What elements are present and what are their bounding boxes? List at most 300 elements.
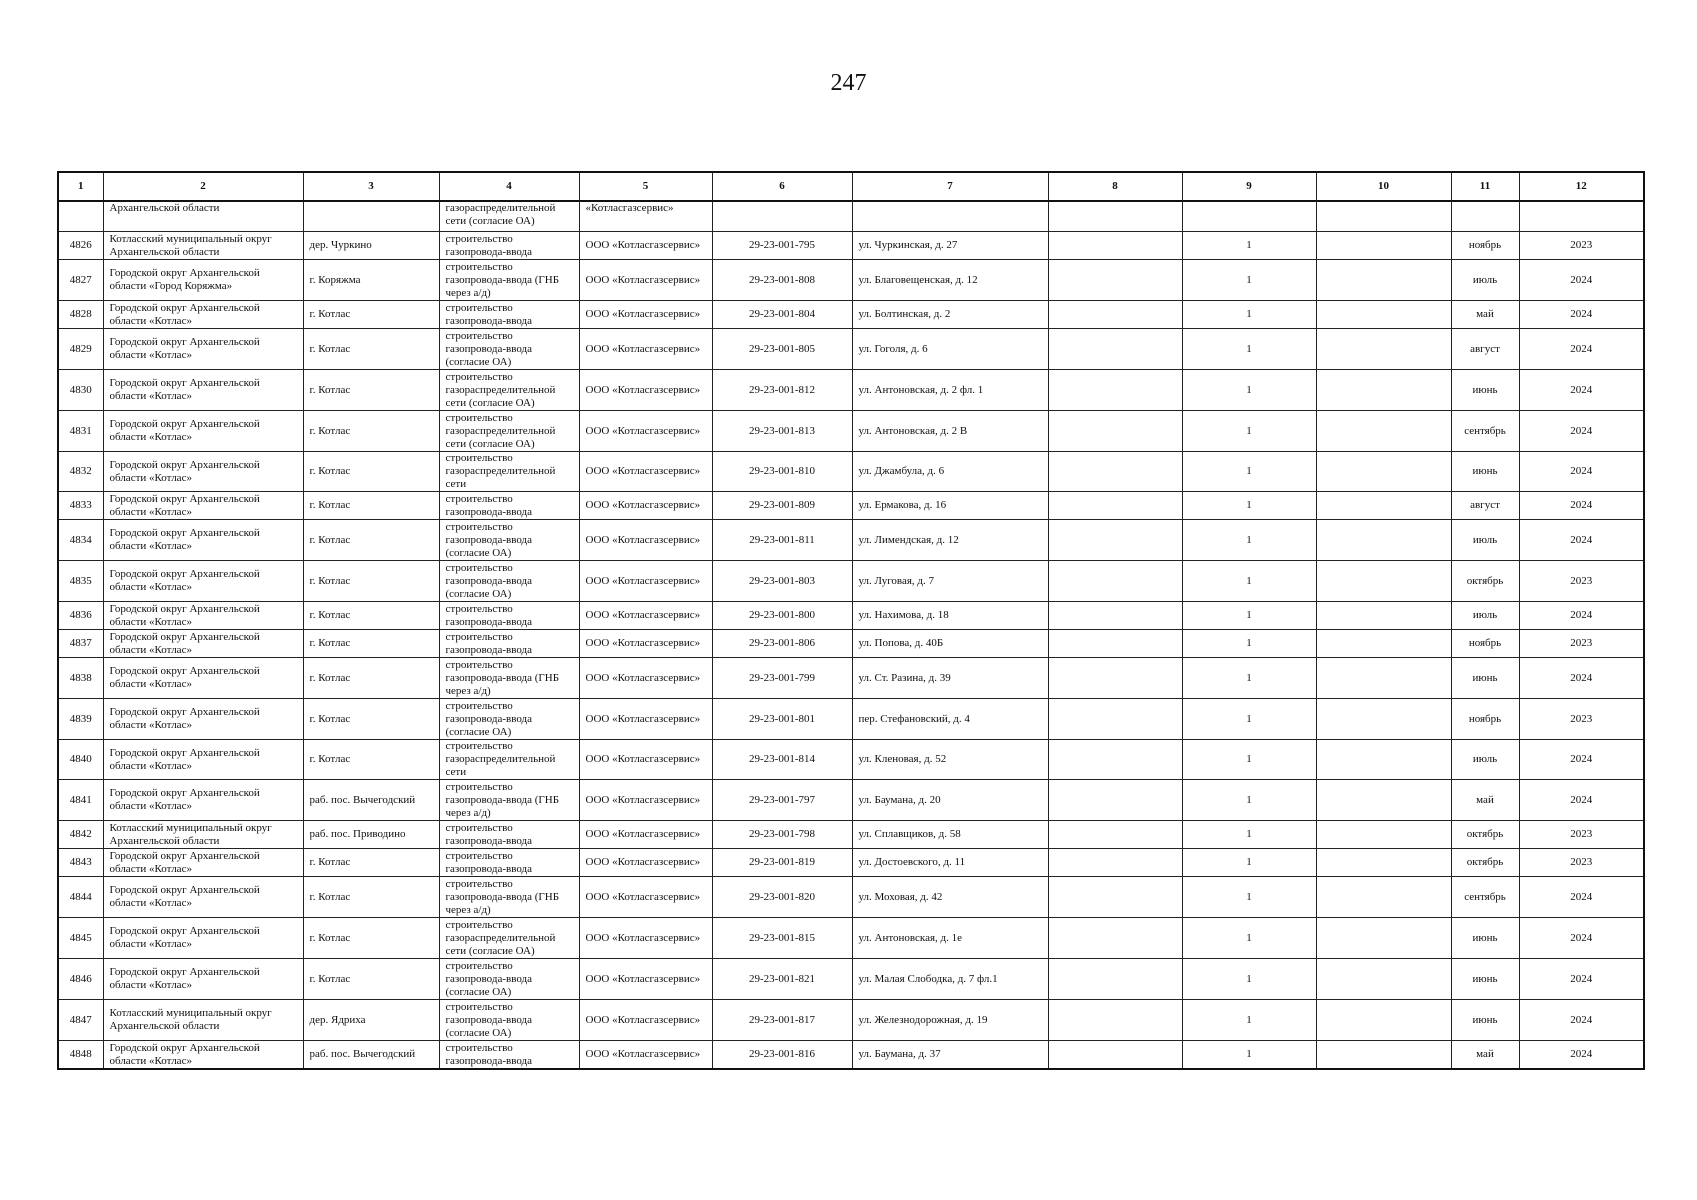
cell-col-10 <box>1316 260 1451 301</box>
cell-col-8 <box>1048 260 1182 301</box>
cell-code: 29-23-001-816 <box>712 1041 852 1070</box>
cell-address: ул. Лимендская, д. 12 <box>852 520 1048 561</box>
cell-address: ул. Ермакова, д. 16 <box>852 492 1048 520</box>
cell-year: 2024 <box>1519 658 1644 699</box>
cell-municipality: Городской округ Архангельской области «Котлас» <box>103 520 303 561</box>
cell-address: ул. Антоновская, д. 1е <box>852 918 1048 959</box>
cell-month: октябрь <box>1451 821 1519 849</box>
cell-address: ул. Кленовая, д. 52 <box>852 740 1048 780</box>
table-row <box>58 658 1644 699</box>
cell-col-9: 1 <box>1182 959 1316 1000</box>
cell-col-9: 1 <box>1182 780 1316 821</box>
cell-year: 2024 <box>1519 740 1644 780</box>
cell-code: 29-23-001-803 <box>712 561 852 602</box>
cell-year: 2023 <box>1519 630 1644 658</box>
cell-municipality: Котласский муниципальный округ Архангельской области <box>103 1000 303 1041</box>
cell-code: 29-23-001-809 <box>712 492 852 520</box>
cell-code: 29-23-001-806 <box>712 630 852 658</box>
cell-col-10 <box>1316 452 1451 492</box>
cell-col-9: 1 <box>1182 658 1316 699</box>
cell-address: ул. Антоновская, д. 2 В <box>852 411 1048 452</box>
cell-settlement: дер. Ядриха <box>303 1000 439 1041</box>
cell-code: 29-23-001-814 <box>712 740 852 780</box>
column-header: 4 <box>439 172 579 201</box>
cell-col-8 <box>1048 658 1182 699</box>
cell-number: 4827 <box>58 260 103 301</box>
register-table <box>57 171 1645 1070</box>
cell-year: 2023 <box>1519 849 1644 877</box>
cell-code: 29-23-001-797 <box>712 780 852 821</box>
cell-month <box>1451 201 1519 232</box>
cell-year: 2024 <box>1519 260 1644 301</box>
cell-municipality: Городской округ Архангельской области «Котлас» <box>103 877 303 918</box>
cell-number: 4830 <box>58 370 103 411</box>
cell-month: сентябрь <box>1451 877 1519 918</box>
cell-col-8 <box>1048 201 1182 232</box>
cell-work-type: строительство газопровода-ввода <box>439 492 579 520</box>
cell-col-8 <box>1048 520 1182 561</box>
cell-col-10 <box>1316 411 1451 452</box>
cell-work-type: строительство газопровода-ввода <box>439 232 579 260</box>
table-row <box>58 329 1644 370</box>
cell-settlement: г. Котлас <box>303 699 439 740</box>
cell-year: 2024 <box>1519 301 1644 329</box>
cell-col-8 <box>1048 602 1182 630</box>
cell-work-type: строительство газопровода-ввода (согласие ОА) <box>439 561 579 602</box>
cell-number: 4840 <box>58 740 103 780</box>
cell-col-10 <box>1316 1041 1451 1070</box>
table-row <box>58 918 1644 959</box>
page-number: 247 <box>830 70 867 96</box>
cell-contractor: ООО «Котласгазсервис» <box>579 630 712 658</box>
cell-col-8 <box>1048 849 1182 877</box>
cell-month: июль <box>1451 520 1519 561</box>
cell-col-8 <box>1048 699 1182 740</box>
cell-col-10 <box>1316 658 1451 699</box>
cell-code: 29-23-001-820 <box>712 877 852 918</box>
cell-work-type: строительство газопровода-ввода <box>439 630 579 658</box>
cell-municipality: Городской округ Архангельской области «Котлас» <box>103 602 303 630</box>
cell-col-10 <box>1316 370 1451 411</box>
cell-col-9: 1 <box>1182 918 1316 959</box>
cell-code: 29-23-001-815 <box>712 918 852 959</box>
cell-number: 4826 <box>58 232 103 260</box>
table-row <box>58 561 1644 602</box>
cell-contractor: ООО «Котласгазсервис» <box>579 260 712 301</box>
cell-col-10 <box>1316 849 1451 877</box>
cell-month: июль <box>1451 602 1519 630</box>
table-row <box>58 492 1644 520</box>
cell-year: 2023 <box>1519 561 1644 602</box>
table-row <box>58 821 1644 849</box>
cell-col-9: 1 <box>1182 821 1316 849</box>
cell-work-type: строительство газопровода-ввода (согласие ОА) <box>439 329 579 370</box>
cell-municipality: Городской округ Архангельской области «Котлас» <box>103 370 303 411</box>
cell-contractor: ООО «Котласгазсервис» <box>579 658 712 699</box>
cell-number: 4837 <box>58 630 103 658</box>
cell-year: 2023 <box>1519 699 1644 740</box>
cell-number: 4844 <box>58 877 103 918</box>
table-row <box>58 260 1644 301</box>
cell-settlement: раб. пос. Вычегодский <box>303 780 439 821</box>
cell-settlement <box>303 201 439 232</box>
column-header: 7 <box>852 172 1048 201</box>
column-header: 2 <box>103 172 303 201</box>
cell-municipality: Котласский муниципальный округ Архангельской области <box>103 821 303 849</box>
cell-settlement: г. Котлас <box>303 877 439 918</box>
cell-address: ул. Джамбула, д. 6 <box>852 452 1048 492</box>
cell-number: 4845 <box>58 918 103 959</box>
cell-col-8 <box>1048 821 1182 849</box>
table-row <box>58 630 1644 658</box>
cell-work-type: строительство газопровода-ввода (согласие ОА) <box>439 699 579 740</box>
cell-col-8 <box>1048 561 1182 602</box>
cell-work-type: строительство газопровода-ввода (ГНБ через а/д) <box>439 260 579 301</box>
column-header: 12 <box>1519 172 1644 201</box>
cell-work-type: строительство газопровода-ввода (ГНБ через а/д) <box>439 877 579 918</box>
cell-col-8 <box>1048 232 1182 260</box>
cell-contractor: «Котласгазсервис» <box>579 201 712 232</box>
cell-year: 2024 <box>1519 959 1644 1000</box>
cell-col-8 <box>1048 301 1182 329</box>
cell-contractor: ООО «Котласгазсервис» <box>579 849 712 877</box>
cell-address: пер. Стефановский, д. 4 <box>852 699 1048 740</box>
cell-col-9: 1 <box>1182 411 1316 452</box>
cell-year: 2024 <box>1519 1041 1644 1070</box>
cell-address: ул. Гоголя, д. 6 <box>852 329 1048 370</box>
cell-municipality: Котласский муниципальный округ Архангельской области <box>103 232 303 260</box>
continuation-row <box>58 201 1644 232</box>
cell-municipality: Городской округ Архангельской области «Котлас» <box>103 492 303 520</box>
table-body <box>58 201 1644 1069</box>
cell-address <box>852 201 1048 232</box>
cell-work-type: строительство газопровода-ввода (согласие ОА) <box>439 1000 579 1041</box>
cell-settlement: г. Котлас <box>303 329 439 370</box>
cell-number: 4838 <box>58 658 103 699</box>
cell-number: 4828 <box>58 301 103 329</box>
cell-number: 4832 <box>58 452 103 492</box>
cell-work-type: строительство газораспределительной сети <box>439 452 579 492</box>
cell-code: 29-23-001-808 <box>712 260 852 301</box>
column-header: 1 <box>58 172 103 201</box>
cell-col-9: 1 <box>1182 520 1316 561</box>
cell-code: 29-23-001-801 <box>712 699 852 740</box>
cell-col-9: 1 <box>1182 232 1316 260</box>
cell-settlement: г. Котлас <box>303 492 439 520</box>
cell-year: 2024 <box>1519 602 1644 630</box>
cell-col-8 <box>1048 329 1182 370</box>
cell-col-10 <box>1316 561 1451 602</box>
cell-year: 2024 <box>1519 1000 1644 1041</box>
cell-municipality: Архангельской области <box>103 201 303 232</box>
cell-month: август <box>1451 329 1519 370</box>
cell-month: июнь <box>1451 658 1519 699</box>
cell-code: 29-23-001-800 <box>712 602 852 630</box>
cell-settlement: дер. Чуркино <box>303 232 439 260</box>
cell-settlement: раб. пос. Приводино <box>303 821 439 849</box>
cell-work-type: строительство газораспределительной сети (согласие ОА) <box>439 918 579 959</box>
cell-settlement: г. Котлас <box>303 370 439 411</box>
table-row <box>58 520 1644 561</box>
cell-month: октябрь <box>1451 849 1519 877</box>
cell-municipality: Городской округ Архангельской области «Котлас» <box>103 849 303 877</box>
column-header: 9 <box>1182 172 1316 201</box>
cell-work-type: строительство газопровода-ввода <box>439 821 579 849</box>
table-row <box>58 452 1644 492</box>
cell-number: 4842 <box>58 821 103 849</box>
cell-contractor: ООО «Котласгазсервис» <box>579 602 712 630</box>
cell-contractor: ООО «Котласгазсервис» <box>579 370 712 411</box>
cell-work-type: строительство газопровода-ввода <box>439 1041 579 1070</box>
cell-col-10 <box>1316 201 1451 232</box>
cell-col-9: 1 <box>1182 260 1316 301</box>
cell-municipality: Городской округ Архангельской области «Котлас» <box>103 630 303 658</box>
cell-year <box>1519 201 1644 232</box>
cell-address: ул. Баумана, д. 37 <box>852 1041 1048 1070</box>
cell-col-10 <box>1316 1000 1451 1041</box>
cell-col-8 <box>1048 452 1182 492</box>
cell-code: 29-23-001-811 <box>712 520 852 561</box>
cell-work-type: строительство газораспределительной сети (согласие ОА) <box>439 370 579 411</box>
cell-month: июнь <box>1451 1000 1519 1041</box>
cell-address: ул. Антоновская, д. 2 фл. 1 <box>852 370 1048 411</box>
cell-month: ноябрь <box>1451 630 1519 658</box>
cell-col-9: 1 <box>1182 301 1316 329</box>
cell-code: 29-23-001-817 <box>712 1000 852 1041</box>
cell-col-8 <box>1048 492 1182 520</box>
cell-year: 2024 <box>1519 877 1644 918</box>
column-header: 10 <box>1316 172 1451 201</box>
cell-col-8 <box>1048 1041 1182 1070</box>
cell-col-10 <box>1316 492 1451 520</box>
column-header: 11 <box>1451 172 1519 201</box>
cell-municipality: Городской округ Архангельской области «Котлас» <box>103 561 303 602</box>
cell-col-10 <box>1316 740 1451 780</box>
cell-municipality: Городской округ Архангельской области «Котлас» <box>103 329 303 370</box>
cell-col-8 <box>1048 411 1182 452</box>
cell-code: 29-23-001-804 <box>712 301 852 329</box>
cell-work-type: строительство газопровода-ввода <box>439 602 579 630</box>
table-row <box>58 411 1644 452</box>
cell-contractor: ООО «Котласгазсервис» <box>579 821 712 849</box>
cell-address: ул. Достоевского, д. 11 <box>852 849 1048 877</box>
cell-number <box>58 201 103 232</box>
cell-address: ул. Попова, д. 40Б <box>852 630 1048 658</box>
cell-settlement: г. Котлас <box>303 918 439 959</box>
cell-col-9: 1 <box>1182 740 1316 780</box>
cell-settlement: г. Котлас <box>303 561 439 602</box>
column-header: 6 <box>712 172 852 201</box>
cell-month: июль <box>1451 260 1519 301</box>
cell-month: август <box>1451 492 1519 520</box>
cell-col-9: 1 <box>1182 492 1316 520</box>
table-row <box>58 1000 1644 1041</box>
cell-work-type: строительство газораспределительной сети <box>439 740 579 780</box>
cell-month: июнь <box>1451 959 1519 1000</box>
cell-settlement: г. Котлас <box>303 849 439 877</box>
cell-year: 2024 <box>1519 918 1644 959</box>
cell-settlement: г. Котлас <box>303 520 439 561</box>
cell-contractor: ООО «Котласгазсервис» <box>579 492 712 520</box>
cell-settlement: г. Коряжма <box>303 260 439 301</box>
cell-municipality: Городской округ Архангельской области «Котлас» <box>103 740 303 780</box>
cell-address: ул. Нахимова, д. 18 <box>852 602 1048 630</box>
cell-municipality: Городской округ Архангельской области «Котлас» <box>103 918 303 959</box>
cell-settlement: г. Котлас <box>303 452 439 492</box>
cell-number: 4835 <box>58 561 103 602</box>
cell-work-type: строительство газопровода-ввода <box>439 301 579 329</box>
cell-month: май <box>1451 780 1519 821</box>
cell-col-9 <box>1182 201 1316 232</box>
cell-col-10 <box>1316 959 1451 1000</box>
cell-year: 2024 <box>1519 492 1644 520</box>
cell-col-10 <box>1316 699 1451 740</box>
cell-address: ул. Баумана, д. 20 <box>852 780 1048 821</box>
cell-contractor: ООО «Котласгазсервис» <box>579 740 712 780</box>
table-row <box>58 849 1644 877</box>
cell-settlement: г. Котлас <box>303 411 439 452</box>
cell-col-10 <box>1316 232 1451 260</box>
cell-address: ул. Болтинская, д. 2 <box>852 301 1048 329</box>
cell-number: 4833 <box>58 492 103 520</box>
cell-work-type: газораспределительной сети (согласие ОА) <box>439 201 579 232</box>
cell-address: ул. Малая Слободка, д. 7 фл.1 <box>852 959 1048 1000</box>
cell-code <box>712 201 852 232</box>
column-number-row <box>58 172 1644 201</box>
cell-work-type: строительство газопровода-ввода (согласие ОА) <box>439 520 579 561</box>
cell-municipality: Городской округ Архангельской области «Котлас» <box>103 452 303 492</box>
cell-code: 29-23-001-810 <box>712 452 852 492</box>
cell-work-type: строительство газопровода-ввода <box>439 849 579 877</box>
cell-col-9: 1 <box>1182 1041 1316 1070</box>
cell-contractor: ООО «Котласгазсервис» <box>579 1000 712 1041</box>
cell-work-type: строительство газораспределительной сети (согласие ОА) <box>439 411 579 452</box>
cell-contractor: ООО «Котласгазсервис» <box>579 699 712 740</box>
cell-municipality: Городской округ Архангельской области «Котлас» <box>103 959 303 1000</box>
cell-year: 2024 <box>1519 520 1644 561</box>
cell-year: 2024 <box>1519 329 1644 370</box>
cell-address: ул. Моховая, д. 42 <box>852 877 1048 918</box>
cell-contractor: ООО «Котласгазсервис» <box>579 918 712 959</box>
cell-year: 2024 <box>1519 780 1644 821</box>
column-header: 5 <box>579 172 712 201</box>
cell-col-8 <box>1048 959 1182 1000</box>
cell-address: ул. Луговая, д. 7 <box>852 561 1048 602</box>
cell-col-10 <box>1316 602 1451 630</box>
cell-year: 2024 <box>1519 452 1644 492</box>
cell-col-9: 1 <box>1182 849 1316 877</box>
cell-settlement: раб. пос. Вычегодский <box>303 1041 439 1070</box>
cell-year: 2023 <box>1519 821 1644 849</box>
cell-code: 29-23-001-821 <box>712 959 852 1000</box>
cell-settlement: г. Котлас <box>303 740 439 780</box>
cell-code: 29-23-001-795 <box>712 232 852 260</box>
table-row <box>58 740 1644 780</box>
cell-month: июнь <box>1451 370 1519 411</box>
cell-col-9: 1 <box>1182 329 1316 370</box>
cell-col-9: 1 <box>1182 1000 1316 1041</box>
cell-work-type: строительство газопровода-ввода (ГНБ через а/д) <box>439 658 579 699</box>
table-row <box>58 877 1644 918</box>
cell-year: 2024 <box>1519 370 1644 411</box>
cell-month: июнь <box>1451 452 1519 492</box>
table-row <box>58 699 1644 740</box>
cell-contractor: ООО «Котласгазсервис» <box>579 1041 712 1070</box>
cell-address: ул. Благовещенская, д. 12 <box>852 260 1048 301</box>
cell-contractor: ООО «Котласгазсервис» <box>579 520 712 561</box>
cell-number: 4847 <box>58 1000 103 1041</box>
cell-settlement: г. Котлас <box>303 301 439 329</box>
cell-municipality: Городской округ Архангельской области «Котлас» <box>103 411 303 452</box>
cell-col-8 <box>1048 1000 1182 1041</box>
cell-code: 29-23-001-813 <box>712 411 852 452</box>
cell-col-10 <box>1316 821 1451 849</box>
cell-contractor: ООО «Котласгазсервис» <box>579 301 712 329</box>
cell-col-8 <box>1048 918 1182 959</box>
cell-settlement: г. Котлас <box>303 658 439 699</box>
column-header: 3 <box>303 172 439 201</box>
cell-code: 29-23-001-798 <box>712 821 852 849</box>
cell-contractor: ООО «Котласгазсервис» <box>579 329 712 370</box>
cell-municipality: Городской округ Архангельской области «Котлас» <box>103 699 303 740</box>
table-row <box>58 232 1644 260</box>
cell-col-10 <box>1316 780 1451 821</box>
cell-number: 4839 <box>58 699 103 740</box>
cell-municipality: Городской округ Архангельской области «Котлас» <box>103 780 303 821</box>
cell-number: 4834 <box>58 520 103 561</box>
cell-code: 29-23-001-819 <box>712 849 852 877</box>
cell-month: октябрь <box>1451 561 1519 602</box>
cell-number: 4843 <box>58 849 103 877</box>
cell-address: ул. Ст. Разина, д. 39 <box>852 658 1048 699</box>
cell-address: ул. Железнодорожная, д. 19 <box>852 1000 1048 1041</box>
cell-col-8 <box>1048 370 1182 411</box>
cell-code: 29-23-001-799 <box>712 658 852 699</box>
cell-col-9: 1 <box>1182 877 1316 918</box>
column-header: 8 <box>1048 172 1182 201</box>
cell-number: 4846 <box>58 959 103 1000</box>
cell-col-9: 1 <box>1182 452 1316 492</box>
cell-code: 29-23-001-805 <box>712 329 852 370</box>
cell-col-10 <box>1316 630 1451 658</box>
cell-address: ул. Сплавщиков, д. 58 <box>852 821 1048 849</box>
cell-col-8 <box>1048 780 1182 821</box>
cell-col-9: 1 <box>1182 699 1316 740</box>
cell-work-type: строительство газопровода-ввода (согласие ОА) <box>439 959 579 1000</box>
cell-month: ноябрь <box>1451 699 1519 740</box>
cell-contractor: ООО «Котласгазсервис» <box>579 959 712 1000</box>
cell-year: 2023 <box>1519 232 1644 260</box>
cell-code: 29-23-001-812 <box>712 370 852 411</box>
cell-col-10 <box>1316 877 1451 918</box>
cell-col-9: 1 <box>1182 561 1316 602</box>
table-row <box>58 780 1644 821</box>
cell-settlement: г. Котлас <box>303 959 439 1000</box>
cell-number: 4841 <box>58 780 103 821</box>
cell-number: 4836 <box>58 602 103 630</box>
cell-municipality: Городской округ Архангельской области «Котлас» <box>103 301 303 329</box>
cell-number: 4848 <box>58 1041 103 1070</box>
cell-municipality: Городской округ Архангельской области «Котлас» <box>103 1041 303 1070</box>
cell-col-8 <box>1048 877 1182 918</box>
cell-work-type: строительство газопровода-ввода (ГНБ через а/д) <box>439 780 579 821</box>
cell-settlement: г. Котлас <box>303 602 439 630</box>
cell-contractor: ООО «Котласгазсервис» <box>579 561 712 602</box>
cell-col-8 <box>1048 740 1182 780</box>
cell-contractor: ООО «Котласгазсервис» <box>579 411 712 452</box>
cell-month: сентябрь <box>1451 411 1519 452</box>
cell-month: май <box>1451 1041 1519 1070</box>
